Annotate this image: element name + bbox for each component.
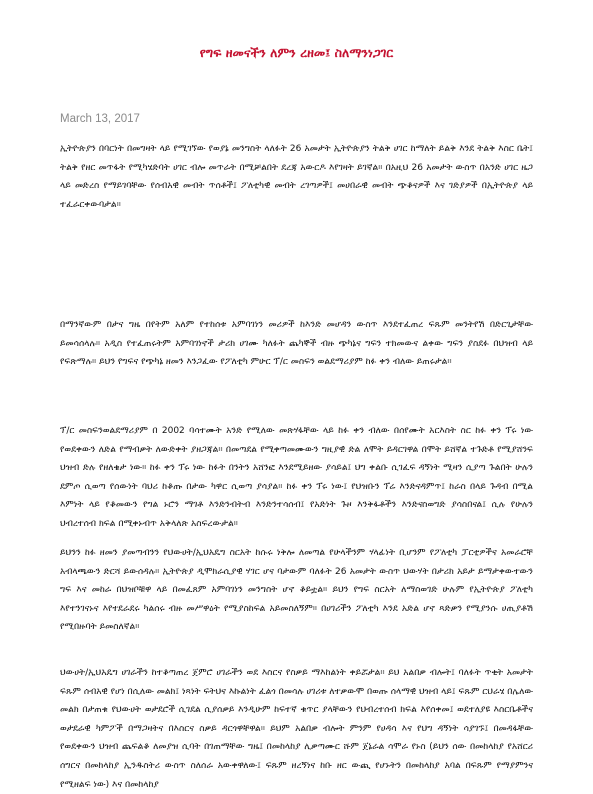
- publish-date: March 13, 2017: [60, 113, 140, 125]
- paragraph: ይህንን ከፉ ዘመን ያመጣብንን የህውሀት/ኢህአዴግ ስርአት ከሱሩ ነቅሎ ለመጣል የሁላችንም ሃላፊነት ቢሆንም የፖለቲካ ፓርቲዎችና አመራሮቸ አብላጫውን ድርሻ ይውሰዳሉ። ኢትዮጵያ ዲሞክራሲያዊ ሃገር ሆና ባታውም ባለፉት 26 አመታት ውስጥ ህውሃት በታሪክ አይታ ይማታቀውተውን ግፍ እና መከራ በህዝቦቹዋ ላይ በመፈጸም አምባገነን መንግስት ሆኖ ቆይቷል። ይህን የግፍ ስርአት ለማስወገድ ሁሉም የኢትዮጵያ ፖለቲካ እየተንገናኑና እየተደራደሩ ካልሰሩ ብዙ መሥዋዕት የሚያስከፍል አይመስለኝም። በሀገሪችን ፖለቲካ እንደ አድል ሆኖ ጻድቃን የሚያንሱ ሀጢያቶሽ የሚበዙባት ይመስለኛል።: [60, 548, 533, 633]
- paragraph: ፕ/ር መስፍንወልደማሪያም በ 2002 ባሳተሙት አንድ የሚለው መጽሃፋቸው ላይ ከፉ ቀን ብለው በሰየሙት አርእስት ስር ከፉ ቀን ፕሩ ነው የወደቀውን ለድል የማብቃት ለውድቀት ያዘጋጃል። በመጣደል የሚቀጣመሙውን ግዚያዊ ድል ለሞት ይዳርገዋል በሞት ይሸኛል ተጉድቶ የሚያሸንፍ ህዝብ ድሉ የዘለቄታ ነው። ከፉ ቀን ፕሩ ነው ከፉት በንትን አሸንፎ እንደሚይዘው ያሳይል፤ ህግ ቀልቡ ሲገፈፍ ዳኝነት ሚዛን ሲያጣ ጉልበት ሁሉን ደምጦ ሲወጣ የሰውነት ባህሪ ከቆጡ በታው ካዋር ሲወጣ ያሳያል። ከፉ ቀን ፕሩ ነው፤ የህዝቡን ፕሬ እንድናዳምጥ፤ ከራስ በላይ ጉዳብ በሚል እምነት ላይ የቆመውን የግል ኑሮን ማገቶ እንድንብትብ እንድንተሳሰብ፤ የአድነት ጉዞ እንቅፋቶችን እንድናስወግድ ያሳስበናል፤ ሲሉ የሁሉን ህብረተሰብ ክፍል በሚቀኑብጥ አቅላለጽ አስፍረውታል።: [60, 426, 533, 529]
- paragraph: ኢትዮጵያን በባርነት በመግዛት ላይ የሚገኘው የወያኔ መንግስት ላለፉት 26 አመታት ኢትዮጵያን ትልቅ ሀገር ከማለት ይልቅ እንደ ትልቅ እስር ቤት፤ ትልቅ የዘር መጥፋት የሚካሄድባት ሀገር ብሎ መጥራት በሚቻልበት ደረጃ አውርዶ እየገዛት ይገኛል። በአዚህ 26 አመታት ውስጥ በአንድ ሀገር ዜጋ ላይ መድረስ የማይገባቸው የሰብአዊ መብት ጥሰቶች፤ ፖለቲካዊ መብት ረገጣዎች፤ መሀበራዊ መብት ጭቆናዎች እና ገድያዎች በኢትዮጵያ ላይ ተፈራርቀውባታል።: [60, 144, 533, 210]
- page-title: የግፍ ዘመናችን ለምን ረዘመ፤ ስለማንነጋገር: [199, 45, 394, 60]
- paragraph: በማንኛውም በታና ግዜ በየትም አለም የተከሰቱ አምባገነን መሪዎች ከእንድ መሆዳን ውስጥ እንደተፈጠረ ፍጹም መንትየሽ በድርጊታቸው ይመሳሰላሉ። አዲስ የተፈጠሩትም አምባገነኖች ታሪክ ሀገሙ ካለፉት ጨካኞች ብዙ ጭካኔና ግፍን ተክመውና ልቀው ግፍን ያስደፉ በህዝብ ላይ የፍጽማሉ። ይህን የግፍና የጭካኔ ዘመን እንጋፈው የፖለቲካ ምሁር ፕ/ር መስፍን ወልደማሪያም ከፉ ቀን ብለው ይጠሩታል።: [60, 320, 533, 368]
- paragraph: ህውሀት/ኢህአዴግ ሀገራችን ከተቆጣጠረ ጀምሮ ሀገራችን ወደ እስርና የስቃይ ማእከልነት ቀይሯታል። ይህ አልበቃ ብሎት፤ ባለፉት ጥቂት አመታት ፍጹም ሰብአዊ የሆነ በሲለው መልክ፤ ነጻነት ፍትህና እኩልነት ፈልጎ በመሳሉ ሀገሪቱ ለተቃውሞ በወጡ ሰላማዊ ህዝብ ላይ፤ ፍጹም ርህራሄ በሌለው መልክ በታጠቁ የህውሀት ወታደሮች ሲገደል ሲያሰቃይ እንዲሁም ከፍተኛ ቁጥር ያላቸውን የህብረተሰብ ክፍል እየሰቀመ፤ ወደተለያዩ እስርቤቶችና ወታደራዊ ካምፖች በማጋዛትና በእስርና ስቃይ ዳርጎዋቸዋል። ይህም አልበቃ ብሎት ምንም የሀዳሳ እና የህግ ዳኝነት ሳያገኙ፤ በመዳፋቸው የወደቀውን ህዝብ ጨፍልቆ ለመያዝ ሲባት በገጠማቸው ግዜ፤ በመከላከያ ሊቃጣሙር ሹም ጀኔራል ሳሞራ የኑስ (ይህን ሰው በመከላከያ የአሸርሪ ሰግርና በመከላከያ ኢንዱስትሪ ውስጥ ስለሰራ አውቀዋለው፤ ፍጹም ዘረኝነና ከቡ ዘር ውጪ የሆኑትን በመከላከያ አባል በፍጹም የማያምንና የሚዘልፍ ነው) እና በመከላከያ: [60, 668, 533, 790]
